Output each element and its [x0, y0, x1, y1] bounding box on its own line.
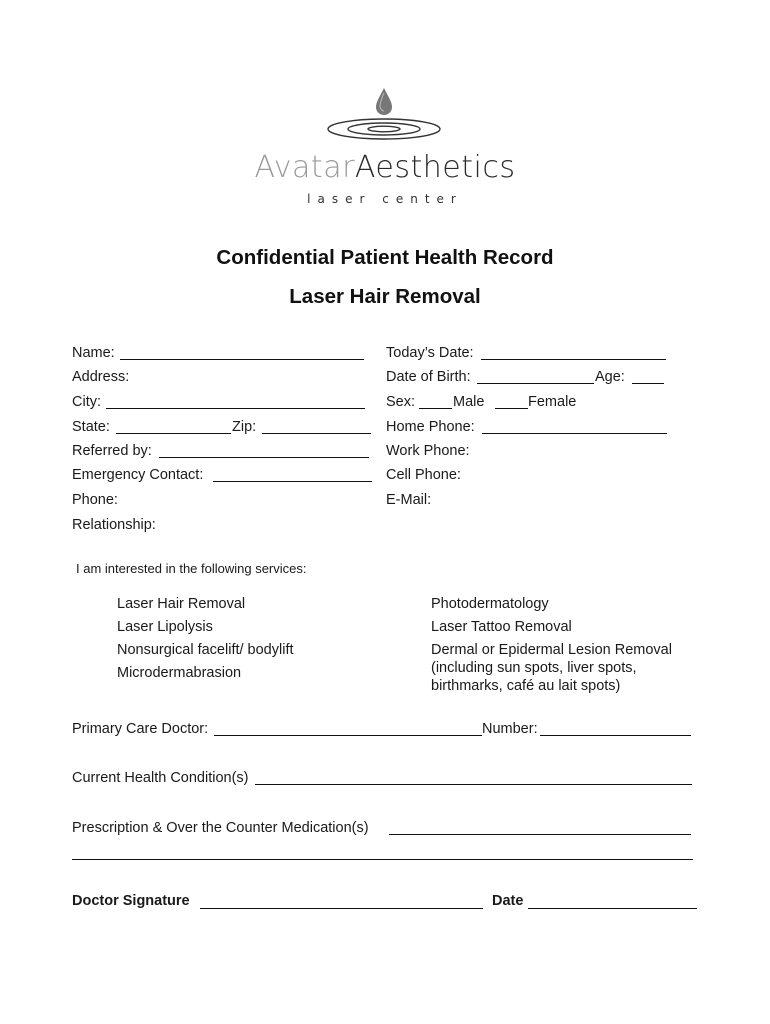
- primary-care-doctor-label: Primary Care Doctor:: [72, 721, 209, 737]
- page-title: Confidential Patient Health Record: [216, 246, 554, 269]
- age-label: Age:: [595, 369, 625, 385]
- brand-part-1: Avatar: [254, 150, 355, 185]
- brand-tagline: laser center: [307, 192, 463, 206]
- service-item: Nonsurgical facelift/ bodylift: [117, 642, 294, 658]
- service-item-detail: birthmarks, café au lait spots): [431, 678, 621, 694]
- date-of-birth-label: Date of Birth:: [386, 369, 471, 385]
- emergency-contact-field[interactable]: [213, 481, 372, 482]
- medications-label: Prescription & Over the Counter Medication(s): [72, 820, 369, 836]
- male-option: Male: [453, 394, 485, 410]
- male-checkbox-line[interactable]: [419, 408, 452, 409]
- health-condition-field[interactable]: [255, 784, 692, 785]
- home-phone-label: Home Phone:: [386, 419, 475, 435]
- service-item: Laser Tattoo Removal: [431, 619, 572, 635]
- state-label: State:: [72, 419, 110, 435]
- cell-phone-label: Cell Phone:: [386, 467, 461, 483]
- services-intro: I am interested in the following services:: [76, 561, 307, 576]
- work-phone-label: Work Phone:: [386, 443, 470, 459]
- doctor-signature-label: Doctor Signature: [72, 893, 190, 909]
- primary-care-doctor-field[interactable]: [214, 735, 482, 736]
- phone-label: Phone:: [72, 492, 118, 508]
- page-subtitle: Laser Hair Removal: [289, 285, 481, 308]
- number-field[interactable]: [540, 735, 691, 736]
- name-field[interactable]: [120, 359, 364, 360]
- service-item: Laser Lipolysis: [117, 619, 213, 635]
- zip-field[interactable]: [262, 433, 371, 434]
- city-field[interactable]: [106, 408, 365, 409]
- number-label: Number:: [482, 721, 538, 737]
- service-item: Microdermabrasion: [117, 665, 242, 681]
- doctor-signature-field[interactable]: [200, 908, 483, 909]
- brand-name: [0, 150, 770, 185]
- todays-date-label: Today’s Date:: [386, 345, 474, 361]
- water-drop-ripple-logo-icon: [320, 84, 450, 144]
- date-label: Date: [492, 893, 524, 909]
- relationship-label: Relationship:: [72, 517, 156, 533]
- female-checkbox-line[interactable]: [495, 408, 528, 409]
- sex-label: Sex:: [386, 394, 416, 410]
- date-field[interactable]: [528, 908, 697, 909]
- age-field[interactable]: [632, 383, 664, 384]
- address-label: Address:: [72, 369, 130, 385]
- service-item: Laser Hair Removal: [117, 596, 246, 612]
- email-label: E-Mail:: [386, 492, 432, 508]
- home-phone-field[interactable]: [482, 433, 667, 434]
- service-item-detail: (including sun spots, liver spots,: [431, 660, 637, 676]
- todays-date-field[interactable]: [481, 359, 666, 360]
- emergency-contact-label: Emergency Contact:: [72, 467, 204, 483]
- health-condition-label: Current Health Condition(s): [72, 770, 249, 786]
- medications-field[interactable]: [389, 834, 691, 835]
- city-label: City:: [72, 394, 101, 410]
- medications-field-line-2[interactable]: [72, 859, 693, 860]
- referred-by-field[interactable]: [159, 457, 369, 458]
- service-item: Photodermatology: [431, 596, 549, 612]
- name-label: Name:: [72, 345, 115, 361]
- brand-part-2: Aesthetics: [354, 150, 516, 185]
- service-item: Dermal or Epidermal Lesion Removal: [431, 642, 672, 658]
- date-of-birth-field[interactable]: [477, 383, 594, 384]
- state-field[interactable]: [116, 433, 231, 434]
- female-option: Female: [528, 394, 577, 410]
- zip-label: Zip:: [232, 419, 257, 435]
- referred-by-label: Referred by:: [72, 443, 152, 459]
